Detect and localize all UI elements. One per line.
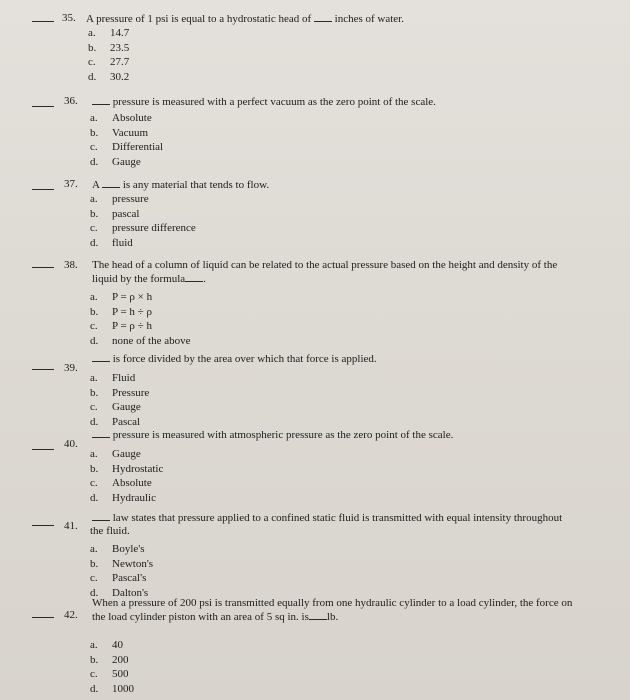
question-number: 37.	[64, 178, 78, 190]
fill-in-blank[interactable]	[92, 428, 110, 438]
options-list	[90, 112, 163, 170]
answer-blank[interactable]	[32, 525, 54, 526]
option-d[interactable]: d. Dalton's	[90, 586, 149, 599]
option-d[interactable]: d. 1000	[90, 682, 134, 695]
options-list	[90, 193, 196, 251]
answer-blank[interactable]	[32, 617, 54, 618]
option-d[interactable]: d. Pascal	[90, 415, 141, 428]
fill-in-blank[interactable]	[185, 272, 203, 282]
option-c[interactable]: c. 27.7	[88, 56, 130, 68]
option-c[interactable]: c. Differential	[90, 141, 164, 153]
option-c[interactable]: c. 500	[90, 668, 129, 680]
question-number: 36.	[64, 95, 78, 107]
answer-blank[interactable]	[32, 21, 54, 22]
question-stem: A is any material that tends to flow.	[92, 179, 270, 191]
option-a[interactable]: a. Absolute	[90, 112, 152, 124]
answer-blank[interactable]	[32, 369, 54, 370]
fill-in-blank[interactable]	[102, 178, 120, 188]
options-list	[90, 372, 149, 430]
options-list	[88, 27, 129, 85]
option-d[interactable]: d. Hydraulic	[90, 491, 156, 504]
option-a[interactable]: a. P = ρ × h	[90, 291, 153, 303]
option-a[interactable]: a. Fluid	[90, 372, 136, 384]
option-c[interactable]: c. pressure difference	[90, 222, 196, 234]
option-b[interactable]: b. 23.5	[88, 41, 130, 54]
option-b[interactable]: b. P = h ÷ ρ	[90, 305, 152, 318]
option-d[interactable]: d. none of the above	[90, 334, 191, 347]
option-d[interactable]: d. fluid	[90, 236, 133, 249]
options-list	[90, 291, 191, 349]
question-number: 35.	[62, 12, 76, 24]
answer-blank[interactable]	[32, 189, 54, 190]
option-a[interactable]: a. Boyle's	[90, 543, 145, 555]
question-number: 41.	[64, 520, 78, 532]
answer-blank[interactable]	[32, 449, 54, 450]
question-stem: When a pressure of 200 psi is transmitted equally from one hydraulic cylinder to a load cylinder, the force on the load cylinder piston with an area of 5 sq in. is lb.	[92, 597, 573, 623]
question-stem: law states that pressure applied to a confined static fluid is transmitted with equal intensity throughout the fluid.	[90, 512, 563, 537]
option-b[interactable]: b. Newton's	[90, 557, 154, 570]
fill-in-blank[interactable]	[92, 95, 110, 105]
question-stem: pressure is measured with atmospheric pressure as the zero point of the scale.	[92, 428, 622, 442]
option-a[interactable]: a. 14.7	[88, 27, 130, 39]
option-d[interactable]: d. 30.2	[88, 70, 130, 83]
options-list	[90, 639, 134, 697]
fill-in-blank[interactable]	[92, 511, 110, 521]
option-c[interactable]: c. Absolute	[90, 477, 152, 489]
option-a[interactable]: a. 40	[90, 639, 123, 651]
question-stem: is force divided by the area over which that force is applied.	[92, 352, 622, 366]
option-c[interactable]: c. Gauge	[90, 401, 141, 413]
question-number: 38.	[64, 259, 78, 271]
question-number: 40.	[64, 438, 78, 450]
option-c[interactable]: c. P = ρ ÷ h	[90, 320, 152, 332]
fill-in-blank[interactable]	[314, 12, 332, 22]
option-b[interactable]: b. Vacuum	[90, 126, 149, 139]
answer-blank[interactable]	[32, 106, 54, 107]
fill-in-blank[interactable]	[92, 352, 110, 362]
option-b[interactable]: b. 200	[90, 653, 129, 666]
fill-in-blank[interactable]	[309, 610, 327, 620]
question-stem: pressure is measured with a perfect vacuum as the zero point of the scale.	[92, 95, 622, 109]
option-b[interactable]: b. Pressure	[90, 386, 150, 399]
question-number: 42.	[64, 609, 78, 621]
question-stem: The head of a column of liquid can be related to the actual pressure based on the height and density of the liquid by the formula .	[92, 259, 558, 285]
options-list	[90, 448, 163, 506]
option-b[interactable]: b. Hydrostatic	[90, 462, 164, 475]
option-c[interactable]: c. Pascal's	[90, 572, 147, 584]
question-stem: A pressure of 1 psi is equal to a hydrostatic head of inches of water.	[86, 13, 404, 25]
option-b[interactable]: b. pascal	[90, 207, 140, 220]
question-number: 39.	[64, 362, 78, 374]
option-a[interactable]: a. Gauge	[90, 448, 141, 460]
answer-blank[interactable]	[32, 267, 54, 268]
option-d[interactable]: d. Gauge	[90, 155, 141, 168]
option-a[interactable]: a. pressure	[90, 193, 149, 205]
options-list	[90, 543, 153, 601]
